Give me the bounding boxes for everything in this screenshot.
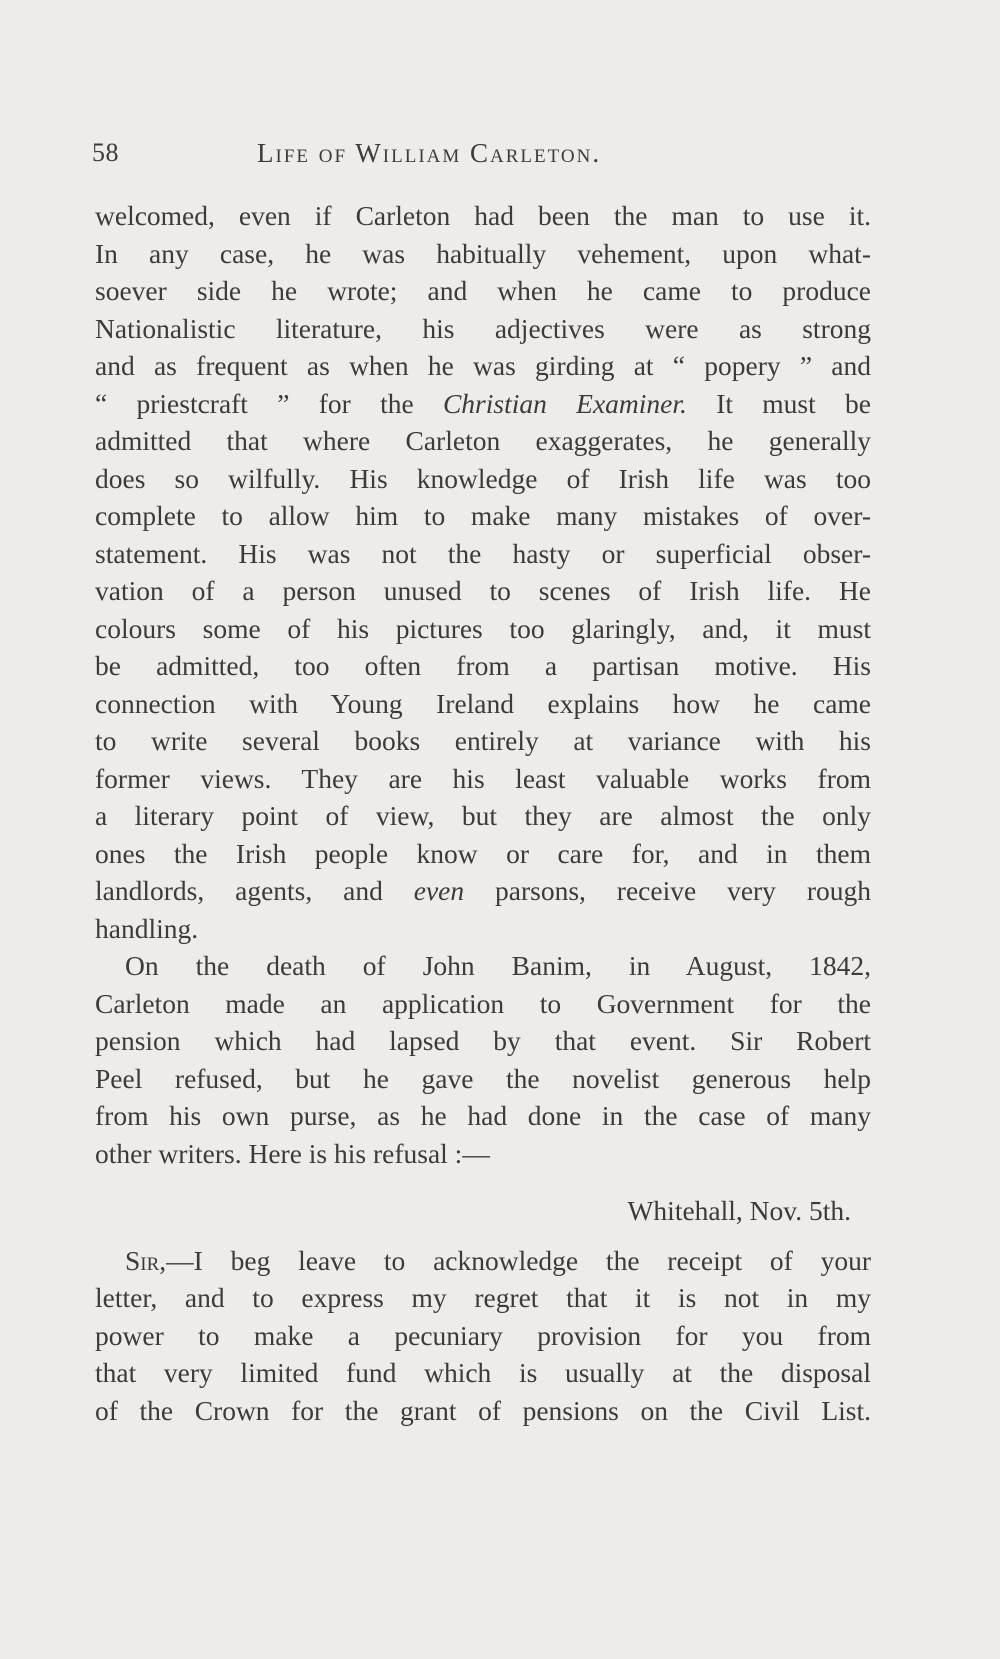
text-segment: ,—I beg leave to acknowledge the receipt of your [159,1244,871,1276]
text-line: letter, and to express my regret that it is not in my [95,1282,871,1313]
text-segment: “ priestcraft ” for the [95,387,443,419]
text-line: soever side he wrote; and when he came to produce [95,275,871,306]
text-line: other writers. Here is his refusal :— [95,1137,490,1169]
text-line: does so wilfully. His knowledge of Irish life was too [95,462,871,494]
text-segment: landlords, agents, and [95,875,414,906]
page-number: 58 [92,138,119,167]
italic-word: even [413,875,465,906]
text-line: Carleton made an application to Government for the [95,987,871,1019]
text-line: from his own purse, as he had done in the case of many [95,1100,871,1131]
text-segment: parsons, receive very rough [464,875,871,906]
text-line [95,872,871,910]
letter-dateline: Whitehall, Nov. 5th. [627,1195,851,1226]
text-line: be admitted, too often from a partisan motive. His [95,650,871,681]
text-line: admitted that where Carleton exaggerates, he generally [95,425,871,456]
text-line: handling. [95,912,199,944]
body-text [95,197,871,1429]
running-title: Life of William Carleton. [257,138,602,168]
text-line: former views. They are his least valuable works from [95,762,871,794]
letter-salutation: Sir [125,1244,160,1276]
text-line: welcomed, even if Carleton had been the man to use it. [95,200,871,231]
text-line: pension which had lapsed by that event. Sir Robert [95,1025,871,1056]
paragraph-first-line: On the death of John Banim, in August, 1842, [125,950,871,981]
text-line: and as frequent as when he was girding at “ popery ” and [95,350,871,381]
letter-first-line [95,1242,871,1280]
text-line: complete to allow him to make many mistakes of over- [95,500,871,531]
text-line: ones the Irish people know or care for, and in them [95,837,871,869]
text-line: In any case, he was habitually vehement, upon what- [95,237,871,269]
text-line: connection with Young Ireland explains how he came [95,687,871,719]
text-line: colours some of his pictures too glaringly, and, it must [95,612,871,644]
text-line: a literary point of view, but they are almost the only [95,800,871,831]
text-line: Nationalistic literature, his adjectives were as strong [95,312,871,344]
text-line: that very limited fund which is usually at the disposal [95,1357,871,1388]
italic-title: Christian Examiner. [442,387,687,419]
text-segment: It must be [686,387,871,419]
page-header [92,138,872,178]
text-line: Peel refused, but he gave the novelist generous help [95,1062,871,1094]
text-line: of the Crown for the grant of pensions on the Civil List. [95,1394,871,1426]
text-line: statement. His was not the hasty or superficial obser- [95,537,871,569]
text-line: power to make a pecuniary provision for you from [95,1319,871,1351]
text-line: to write several books entirely at variance with his [95,725,871,756]
text-line: vation of a person unused to scenes of Irish life. He [95,575,871,606]
text-line [95,385,871,423]
